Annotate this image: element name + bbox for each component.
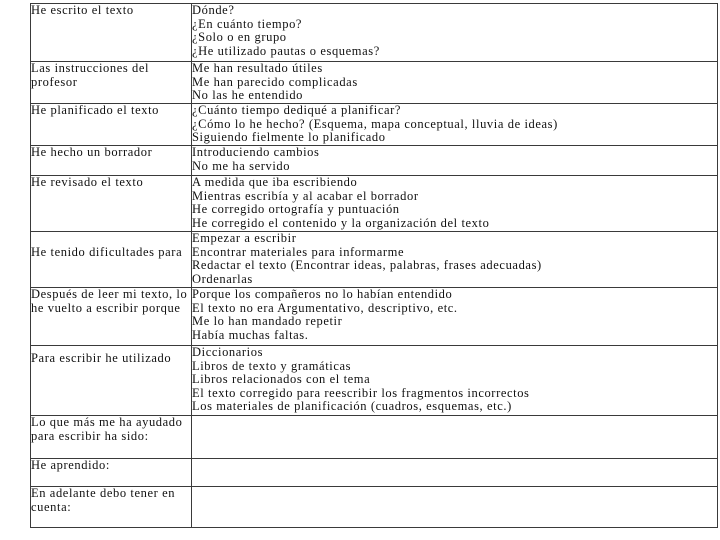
list-item: Dónde? [192, 4, 235, 17]
row-items [192, 104, 718, 146]
list-item: Libros de texto y gramáticas [192, 359, 352, 373]
list-item: Redactar el texto (Encontrar ideas, palabras, frases adecuadas) [192, 259, 542, 272]
list-item: Siguiendo fielmente lo planificado [192, 131, 386, 144]
list-item: Me han parecido complicadas [192, 75, 358, 89]
row-label: Después de leer mi texto, lo he vuelto a escribir porque [31, 288, 192, 346]
list-item: He corregido ortografía y puntuación [192, 203, 400, 216]
row-label: He escrito el texto [31, 4, 192, 62]
list-item: Los materiales de planificación (cuadros, esquemas, etc.) [192, 400, 512, 413]
list-item: He corregido el contenido y la organización del texto [192, 216, 490, 230]
list-item: El texto no era Argumentativo, descriptivo, etc. [192, 301, 458, 315]
row-label: He hecho un borrador [31, 146, 192, 176]
list-item: Libros relacionados con el tema [192, 373, 371, 386]
table-row [31, 416, 718, 459]
table-row [31, 288, 718, 346]
table-row [31, 4, 718, 62]
row-items [192, 62, 718, 104]
table-row [31, 487, 718, 528]
row-label: Lo que más me ha ayudado para escribir ha sido: [31, 416, 192, 459]
list-item: Diccionarios [192, 346, 264, 359]
row-empty [192, 459, 718, 487]
row-items [192, 4, 718, 62]
row-label: Las instrucciones del profesor [31, 62, 192, 104]
list-item: ¿Solo o en grupo [192, 31, 287, 44]
table-row [31, 146, 718, 176]
row-label: Para escribir he utilizado [31, 346, 192, 416]
table-row [31, 459, 718, 487]
list-item: ¿En cuánto tiempo? [192, 17, 303, 31]
table-row [31, 232, 718, 288]
list-item: Había muchas faltas. [192, 328, 309, 342]
row-empty [192, 416, 718, 459]
list-item: No las he entendido [192, 89, 304, 102]
list-item: Me lo han mandado repetir [192, 315, 343, 328]
row-label: En adelante debo tener en cuenta: [31, 487, 192, 528]
row-label: He planificado el texto [31, 104, 192, 146]
list-item: Me han resultado útiles [192, 62, 323, 75]
row-empty [192, 487, 718, 528]
list-item: A medida que iba escribiendo [192, 176, 358, 189]
row-items [192, 146, 718, 176]
list-item: Empezar a escribir [192, 232, 297, 245]
table-row [31, 104, 718, 146]
list-item: Introduciendo cambios [192, 146, 320, 159]
list-item: Encontrar materiales para informarme [192, 245, 405, 259]
list-item: ¿Cuánto tiempo dediqué a planificar? [192, 104, 402, 117]
row-items [192, 176, 718, 232]
list-item: No me ha servido [192, 159, 291, 173]
list-item: Ordenarlas [192, 272, 253, 286]
list-item: Mientras escribía y al acabar el borrador [192, 189, 419, 203]
evaluation-sheet [30, 3, 718, 527]
row-items [192, 346, 718, 416]
table-row [31, 176, 718, 232]
row-items [192, 288, 718, 346]
list-item: ¿He utilizado pautas o esquemas? [192, 44, 380, 58]
list-item: ¿Cómo lo he hecho? (Esquema, mapa conceptual, lluvia de ideas) [192, 117, 558, 131]
list-item: El texto corregido para reescribir los fragmentos incorrectos [192, 386, 530, 400]
table-row [31, 62, 718, 104]
row-label: He revisado el texto [31, 176, 192, 232]
row-label: He aprendido: [31, 459, 192, 487]
self-assessment-table [30, 3, 718, 528]
table-row [31, 346, 718, 416]
row-items [192, 232, 718, 288]
list-item: Porque los compañeros no lo habían entendido [192, 288, 453, 301]
row-label: He tenido dificultades para [31, 232, 192, 288]
